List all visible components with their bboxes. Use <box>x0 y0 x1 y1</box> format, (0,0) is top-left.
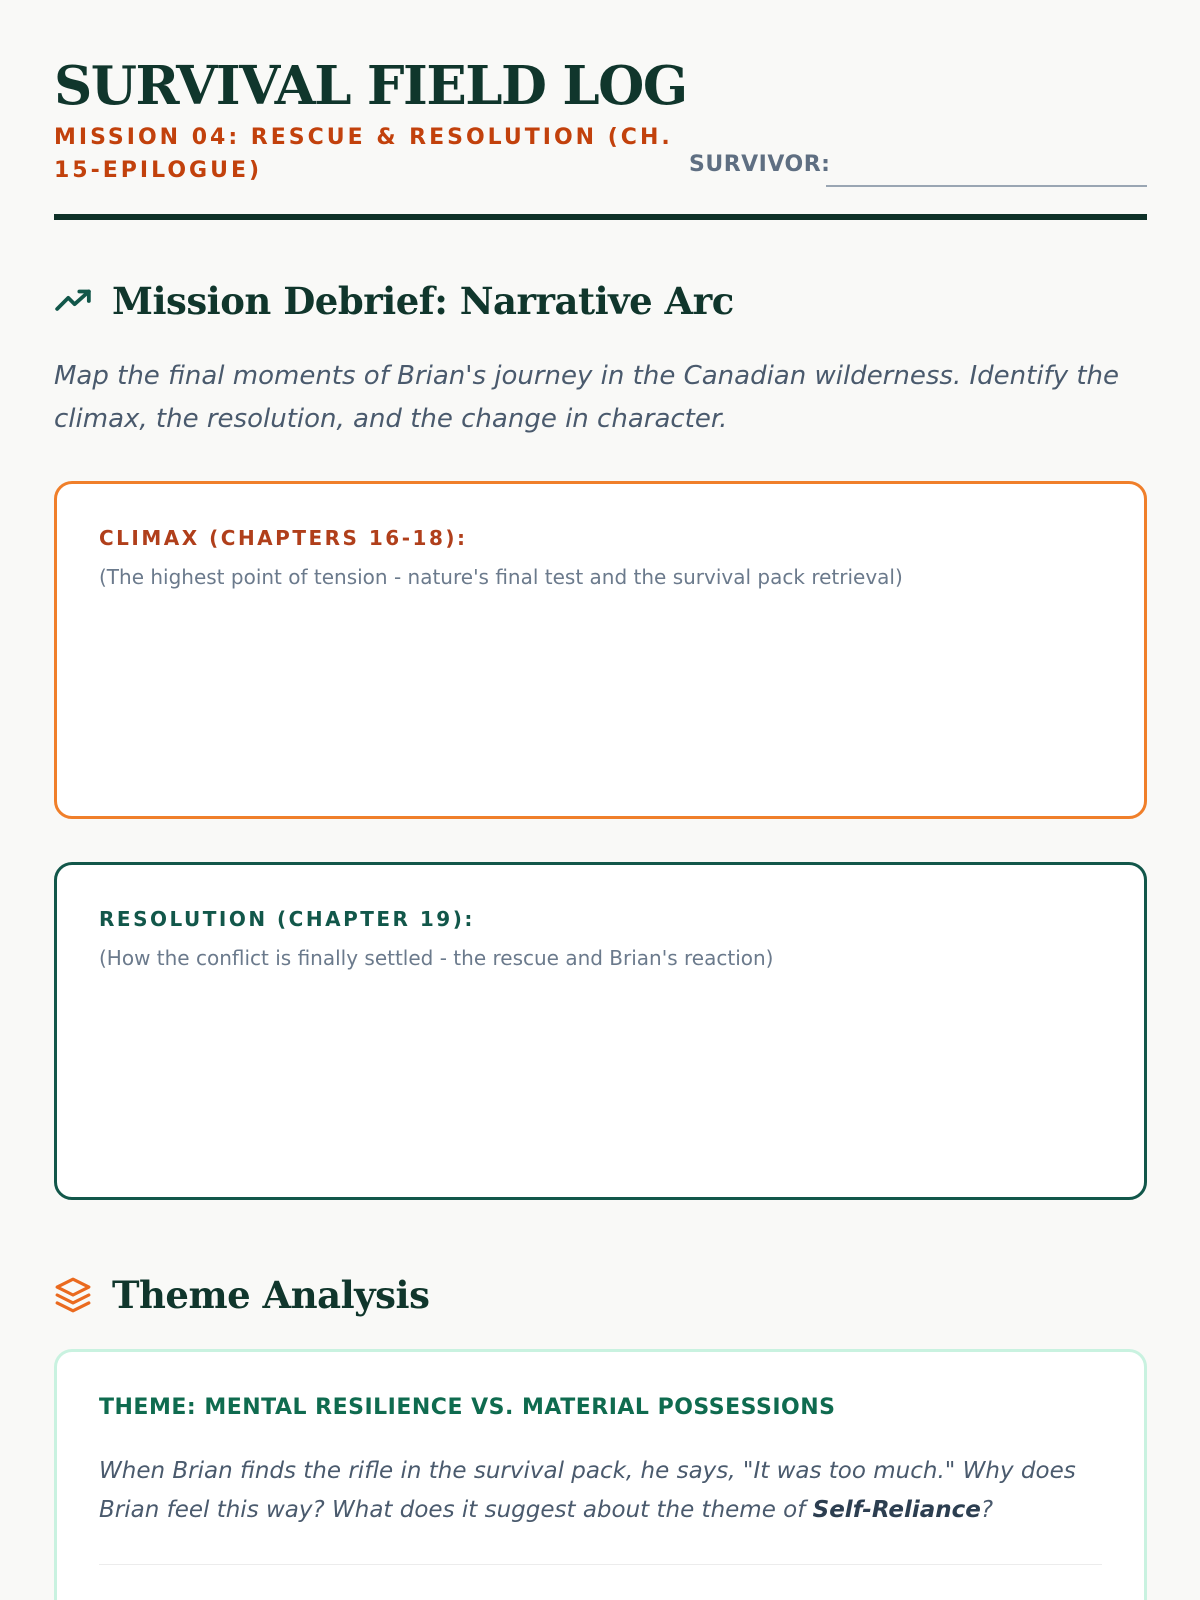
theme-card <box>54 1349 1147 1600</box>
section-title: Theme Analysis <box>112 1273 430 1317</box>
mission-subtitle: MISSION 04: RESCUE & RESOLUTION (CH. 15-EPILOGUE) <box>54 125 673 183</box>
climax-title: CLIMAX (CHAPTERS 16-18): <box>99 526 468 550</box>
resolution-title: RESOLUTION (CHAPTER 19): <box>99 907 475 931</box>
survivor-name-field[interactable] <box>826 185 1147 187</box>
theme-analysis-heading <box>54 1273 429 1317</box>
theme-prompt-end: ? <box>980 1497 994 1523</box>
resolution-hint: (How the conflict is finally settled - the rescue and Brian's reaction) <box>99 946 774 970</box>
header-divider <box>54 214 1147 220</box>
climax-card[interactable] <box>54 481 1147 819</box>
page-title: SURVIVAL FIELD LOG <box>54 55 687 117</box>
narrative-intro: Map the final moments of Brian's journey in the Canadian wilderness. Identify the climax, the resolution, and the change in character. <box>54 361 1120 434</box>
section-title: Mission Debrief: Narrative Arc <box>112 279 734 323</box>
trending-up-icon <box>54 282 92 320</box>
theme-emphasis: Self-Reliance <box>812 1497 981 1523</box>
answer-line[interactable] <box>99 1564 1102 1565</box>
resolution-card[interactable] <box>54 862 1147 1200</box>
theme-title: THEME: MENTAL RESILIENCE VS. MATERIAL POSSESSIONS <box>99 1395 836 1420</box>
narrative-arc-heading <box>54 279 734 323</box>
survivor-label: SURVIVOR: <box>689 152 831 177</box>
layers-icon <box>54 1276 92 1314</box>
theme-prompt <box>99 1452 1102 1530</box>
theme-prompt-text: When Brian finds the rifle in the survival pack, he says, "It was too much." Why does Brian feel this way? What does it suggest about the theme of <box>99 1458 1076 1523</box>
climax-hint: (The highest point of tension - nature's final test and the survival pack retrieval) <box>99 565 903 589</box>
